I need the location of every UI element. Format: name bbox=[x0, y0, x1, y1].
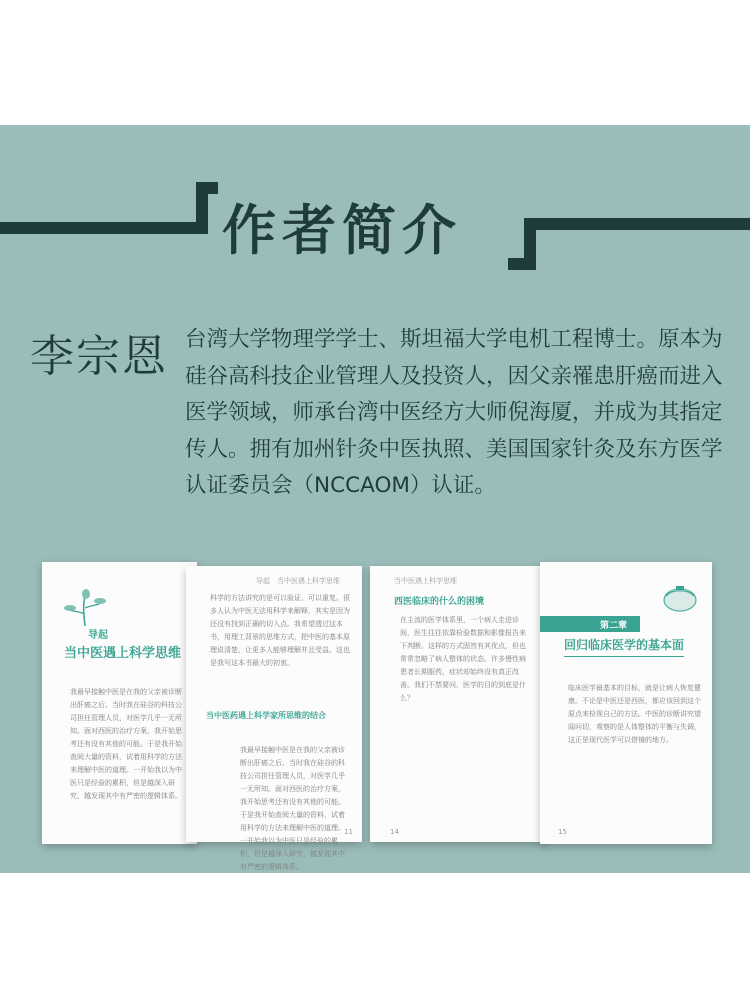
chapter-tag: 第二章 bbox=[600, 621, 628, 631]
page-body-text: 临床医学最基本的目标，就是让病人恢复健康。不论是中医还是西医，都应该回到这个原点来检视自己的方法。中医的诊断讲究望闻问切，观察的是人体整体的平衡与失调，这正是现代医学可以借镜的地方。 bbox=[568, 684, 701, 744]
herb-illustration bbox=[60, 588, 110, 628]
page-body-text: 科学的方法讲究的是可以验证、可以重复。很多人认为中医无法用科学来解释，其实是因为还没有找到正确的切入点。我希望透过这本书，用理工背景的思维方式，把中医的基本原理说清楚，让更多人能够理解并且受益。这也是我写这本书最大的初衷。 bbox=[210, 594, 350, 667]
chapter-title: 当中医遇上科学思维 bbox=[64, 646, 182, 661]
page-number: 11 bbox=[344, 828, 353, 836]
running-header: 导起 当中医遇上科学思维 bbox=[256, 577, 340, 585]
book-page-2 bbox=[186, 566, 362, 871]
author-name: 李宗恩 bbox=[30, 331, 168, 382]
pull-quote: 当中医药遇上科学家所思维的结合 bbox=[206, 710, 326, 720]
running-header: 当中医遇上科学思维 bbox=[394, 577, 457, 585]
bracket-right-horizontal bbox=[524, 218, 750, 230]
book-page-3 bbox=[370, 566, 546, 842]
chapter-divider bbox=[564, 656, 684, 657]
book-page-4 bbox=[540, 562, 712, 844]
page-number: 15 bbox=[558, 828, 567, 836]
page-body-text: 在主流的医学体系里，一个病人走进诊间，医生往往依靠检验数据和影像报告来下判断。这样的方式固然有其优点，但也常常忽略了病人整体的状态。许多慢性病患者长期服药，症状却始终没有真正改善。我们不禁要问，医学的目的到底是什么？ bbox=[400, 616, 526, 702]
page-body-text: 我最早接触中医是在我的父亲被诊断出肝癌之后。当时我在硅谷的科技公司担任管理人员，对医学几乎一无所知。面对西医的治疗方案，我开始思考还有没有其他的可能。于是我开始查阅大量的资料，试着用科学的方法来理解中医的道理。一开始我以为中医只是经验的累积，但是越深入研究，越发现其中有严密的逻辑体系。 bbox=[70, 688, 182, 800]
bracket-left-top bbox=[196, 182, 218, 194]
pot-illustration bbox=[658, 584, 702, 614]
section-heading: 西医临床的什么的困境 bbox=[394, 597, 485, 607]
page-body-text-2: 我最早接触中医是在我的父亲被诊断出肝癌之后。当时我在硅谷的科技公司担任管理人员，对医学几乎一无所知。面对西医的治疗方案，我开始思考还有没有其他的可能。于是我开始查阅大量的资料，试着用科学的方法来理解中医的道理。一开始我以为中医只是经验的累积，但是越深入研究，越发现其中有严密的逻辑体系。 bbox=[240, 746, 345, 871]
book-page-1 bbox=[42, 562, 197, 844]
page-number: 14 bbox=[390, 828, 399, 836]
chapter-title: 回归临床医学的基本面 bbox=[564, 638, 685, 652]
bracket-right-bottom bbox=[508, 258, 536, 270]
section-title: 作者简介 bbox=[222, 199, 462, 262]
chapter-tag: 导起 bbox=[88, 630, 108, 641]
bracket-left-horizontal bbox=[0, 222, 208, 234]
author-bio: 台湾大学物理学学士、斯坦福大学电机工程博士。原本为硅谷高科技企业管理人及投资人，因父亲罹患肝癌而进入医学领域，师承台湾中医经方大师倪海厦，并成为其指定传人。拥有加州针灸中医执照、美国国家针灸及东方医学认证委员会（NCCAOM）认证。 bbox=[185, 327, 723, 498]
